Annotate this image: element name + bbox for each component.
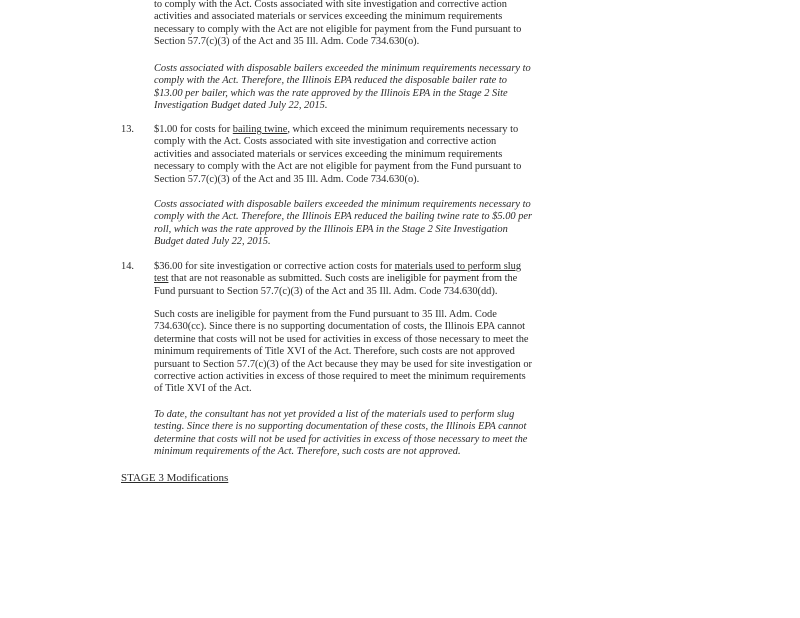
item-13-text-before: $1.00 for costs for [154, 124, 233, 135]
item-14-number: 14. [121, 261, 134, 272]
section-heading: STAGE 3 Modifications [121, 472, 229, 484]
item-13-number: 13. [121, 124, 134, 135]
item-14-text-after: that are not reasonable as submitted. Such costs are ineligible for payment from the Fund pursuant to Section 57.7(c)(3) of the Act and 35 Ill. Adm. Code 734.630(dd). [154, 273, 518, 297]
item-14-paragraph-2: Such costs are ineligible for payment from the Fund pursuant to 35 Ill. Adm. Code 734.630(cc). Since there is no supporting documentation of costs, the Illinois EPA cannot determine that costs will not be used for activities in excess of those necessary to meet the minimum requirements of Title XVI of the Act. Therefore, such costs are not approved pursuant to Section 57.7(c)(3) of the Act because they may be used for site investigation or corrective action activities in excess of those required to meet the minimum requirements of Title XVI of the Act. [154, 309, 532, 395]
item-13-link[interactable]: bailing twine [232, 124, 288, 135]
item-13-text-after: , which exceed the minimum requirements necessary to comply with the Act. Costs associated with site investigation and corrective action activities and associated materials or services exceeding the minimum requirements necessary to comply with the Act are not eligible for payment from the Fund pursuant to Section 57.7(c)(3) of the Act and 35 Ill. Adm. Code 734.630(o). [154, 124, 522, 185]
item-13-note: Costs associated with disposable bailers exceeded the minimum requirements necessary to comply with the Act. Therefore, the Illinois EPA reduced the bailing twine rate to $5.00 per roll, which was the rate approved by the Illinois EPA in the Stage 2 Site Investigation Budget dated July 22, 2015. [154, 199, 533, 248]
item-14-note: To date, the consultant has not yet provided a list of the materials used to perform slug testing. Since there is no supporting documentation of these costs, the Illinois EPA cannot determine that costs will not be used for activities in excess of those necessary to meet the minimum requirements of the Act. Therefore, such costs are not approved. [154, 409, 528, 458]
top-note: Costs associated with disposable bailers exceeded the minimum requirements necessary to comply with the Act. Therefore, the Illinois EPA reduced the disposable bailer rate to $13.00 per bailer, which was the rate approved by the Illinois EPA in the Stage 2 Site Investigation Budget dated July 22, 2015. [154, 63, 531, 112]
top-paragraph: to comply with the Act. Costs associated with site investigation and corrective action activities and associated materials or services exceeding the minimum requirements necessary to comply with the Act are not eligible for payment from the Fund pursuant to Section 57.7(c)(3) of the Act and 35 Ill. Adm. Code 734.630(o). [154, 0, 522, 48]
item-13-paragraph [154, 124, 536, 186]
item-14-link[interactable]: materials used to perform slug test [154, 261, 522, 285]
item-14-paragraph [154, 261, 536, 298]
item-14-text-before: $36.00 for site investigation or corrective action costs for [154, 261, 395, 272]
